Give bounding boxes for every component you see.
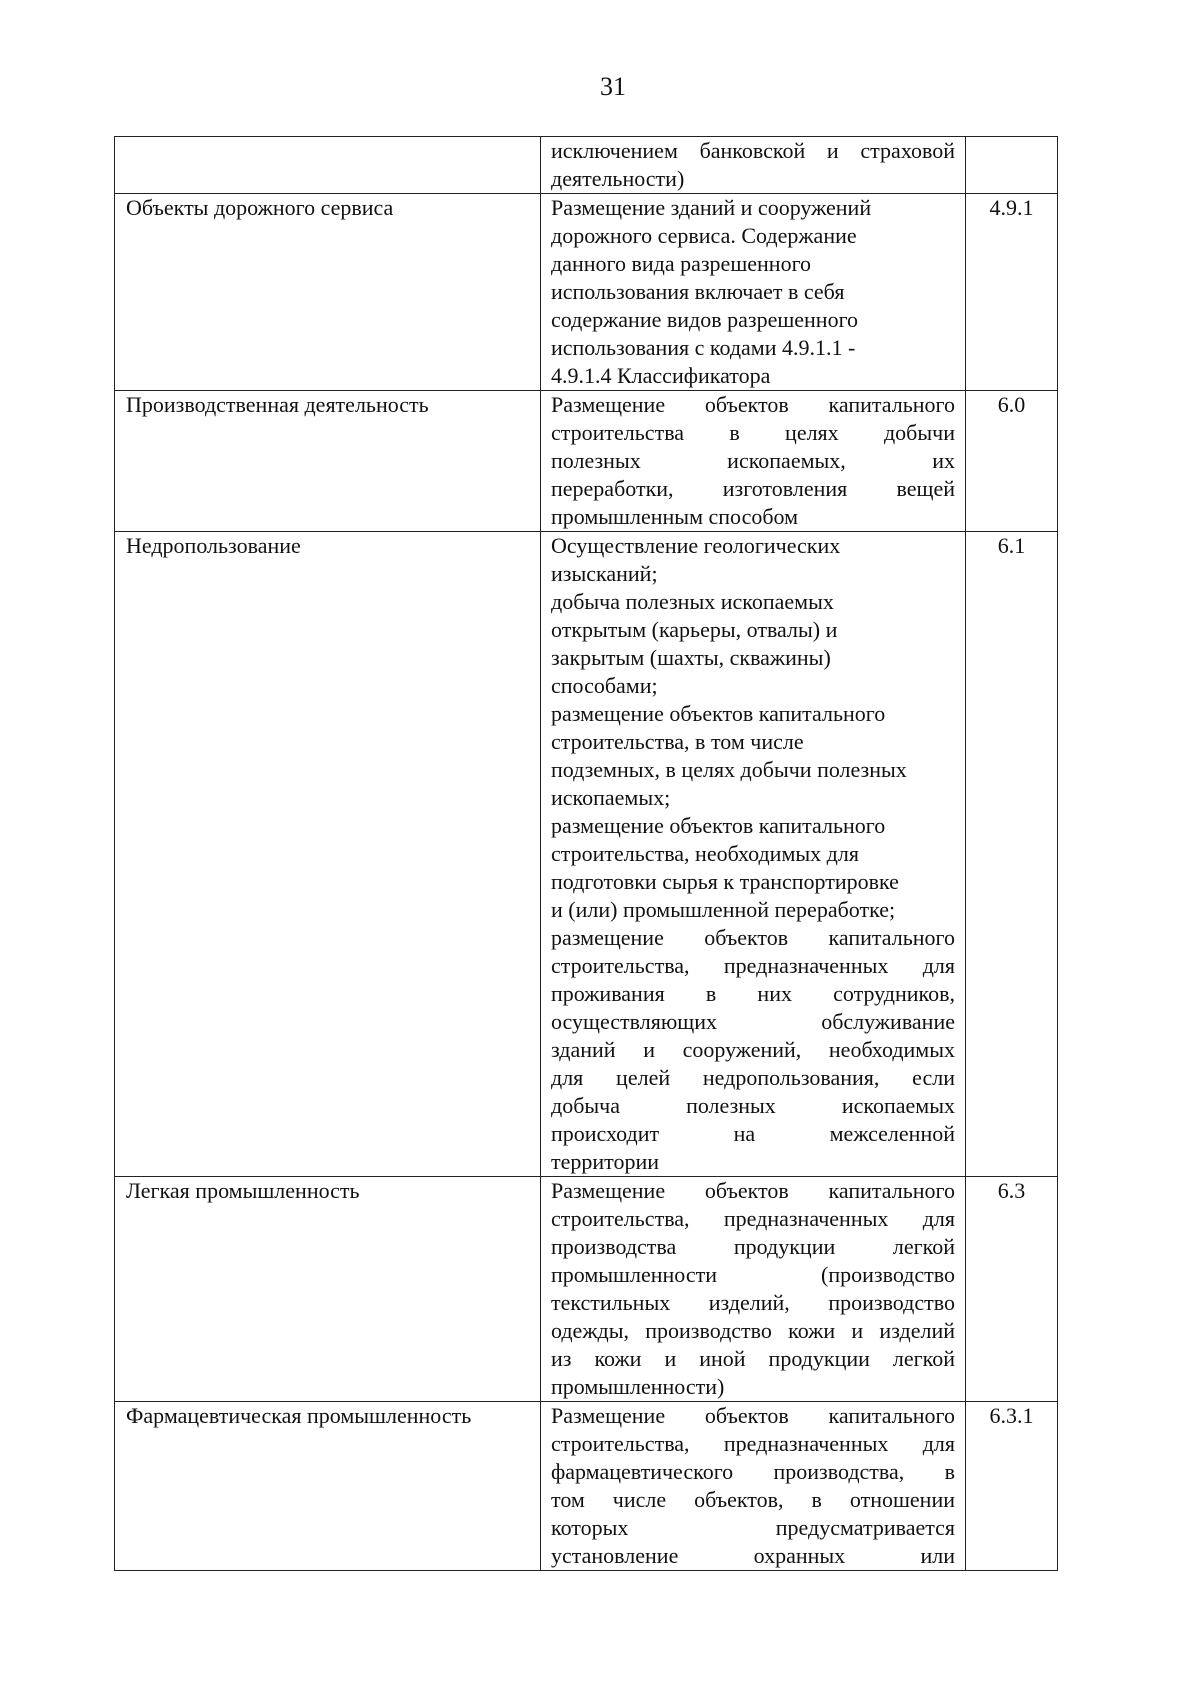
- description-line: строительства, в том числе: [551, 729, 804, 754]
- description-line: установление охранных или: [551, 1543, 955, 1568]
- description-line: добыча полезных ископаемых: [551, 1093, 955, 1118]
- description-line: дорожного сервиса. Содержание: [551, 223, 857, 248]
- description-line: промышленным способом: [551, 504, 799, 529]
- land-use-name-cell: Объекты дорожного сервиса: [115, 194, 541, 391]
- description-line: 4.9.1.4 Классификатора: [551, 363, 771, 388]
- description-line: зданий и сооружений, необходимых: [551, 1037, 955, 1062]
- description-line: изысканий;: [551, 561, 658, 586]
- description-line: из кожи и иной продукции легкой: [551, 1346, 955, 1371]
- land-use-code-cell: 6.0: [966, 391, 1058, 532]
- description-line: текстильных изделий, производство: [551, 1290, 955, 1315]
- land-use-description-cell: [541, 137, 966, 194]
- description-line: размещение объектов капитального: [551, 925, 955, 950]
- description-line: ископаемых;: [551, 785, 671, 810]
- land-use-name-cell: Недропользование: [115, 532, 541, 1177]
- table-row: [115, 1177, 1058, 1402]
- description-line: размещение объектов капитального: [551, 813, 886, 838]
- description-line: промышленности (производство: [551, 1262, 955, 1287]
- land-use-code-cell: [966, 137, 1058, 194]
- page-number: 31: [600, 72, 626, 101]
- description-line: открытым (карьеры, отвалы) и: [551, 617, 838, 642]
- description-line: Размещение объектов капитального: [551, 1403, 955, 1428]
- land-use-description-cell: [541, 1402, 966, 1571]
- description-line: деятельности): [551, 166, 685, 191]
- description-line: для целей недропользования, если: [551, 1065, 955, 1090]
- description-line: проживания в них сотрудников,: [551, 981, 955, 1006]
- land-use-code-cell: 6.3.1: [966, 1402, 1058, 1571]
- description-line: исключением банковской и страховой: [551, 138, 955, 163]
- land-use-code-cell: 4.9.1: [966, 194, 1058, 391]
- description-line: Размещение объектов капитального: [551, 392, 955, 417]
- land-use-description-cell: [541, 391, 966, 532]
- description-line: осуществляющих обслуживание: [551, 1009, 955, 1034]
- description-line: полезных ископаемых, их: [551, 448, 955, 473]
- table-row: [115, 391, 1058, 532]
- land-use-name-cell: Производственная деятельность: [115, 391, 541, 532]
- description-line: подземных, в целях добычи полезных: [551, 757, 907, 782]
- description-line: происходит на межселенной: [551, 1121, 955, 1146]
- description-line: подготовки сырья к транспортировке: [551, 869, 899, 894]
- description-line: промышленности): [551, 1374, 725, 1399]
- land-use-description-cell: [541, 532, 966, 1177]
- table-row: [115, 137, 1058, 194]
- description-line: которых предусматривается: [551, 1515, 955, 1540]
- table-row: [115, 194, 1058, 391]
- description-line: Осуществление геологических: [551, 533, 841, 558]
- description-line: закрытым (шахты, скважины): [551, 645, 831, 670]
- description-line: том числе объектов, в отношении: [551, 1487, 955, 1512]
- description-line: использования с кодами 4.9.1.1 -: [551, 335, 856, 360]
- land-use-description-cell: [541, 194, 966, 391]
- description-line: строительства, предназначенных для: [551, 953, 955, 978]
- description-line: строительства, предназначенных для: [551, 1206, 955, 1231]
- description-line: добыча полезных ископаемых: [551, 589, 834, 614]
- land-use-code-cell: 6.1: [966, 532, 1058, 1177]
- description-line: использования включает в себя: [551, 279, 845, 304]
- description-line: строительства в целях добычи: [551, 420, 955, 445]
- land-use-name-cell: Легкая промышленность: [115, 1177, 541, 1402]
- land-use-description-cell: [541, 1177, 966, 1402]
- description-line: территории: [551, 1149, 660, 1174]
- description-line: переработки, изготовления вещей: [551, 476, 955, 501]
- description-line: строительства, необходимых для: [551, 841, 859, 866]
- description-line: фармацевтического производства, в: [551, 1459, 955, 1484]
- table-row: [115, 532, 1058, 1177]
- description-line: способами;: [551, 673, 658, 698]
- description-line: Размещение объектов капитального: [551, 1178, 955, 1203]
- description-line: размещение объектов капитального: [551, 701, 886, 726]
- land-use-code-cell: 6.3: [966, 1177, 1058, 1402]
- description-line: производства продукции легкой: [551, 1234, 955, 1259]
- land-use-name-cell: [115, 137, 541, 194]
- table-row: [115, 1402, 1058, 1571]
- table-body: [115, 137, 1058, 1571]
- description-line: содержание видов разрешенного: [551, 307, 859, 332]
- description-line: данного вида разрешенного: [551, 251, 812, 276]
- land-use-table: [114, 136, 1058, 1571]
- description-line: Размещение зданий и сооружений: [551, 195, 872, 220]
- description-line: строительства, предназначенных для: [551, 1431, 955, 1456]
- description-line: одежды, производство кожи и изделий: [551, 1318, 955, 1343]
- land-use-name-cell: Фармацевтическая промышленность: [115, 1402, 541, 1571]
- description-line: и (или) промышленной переработке;: [551, 897, 896, 922]
